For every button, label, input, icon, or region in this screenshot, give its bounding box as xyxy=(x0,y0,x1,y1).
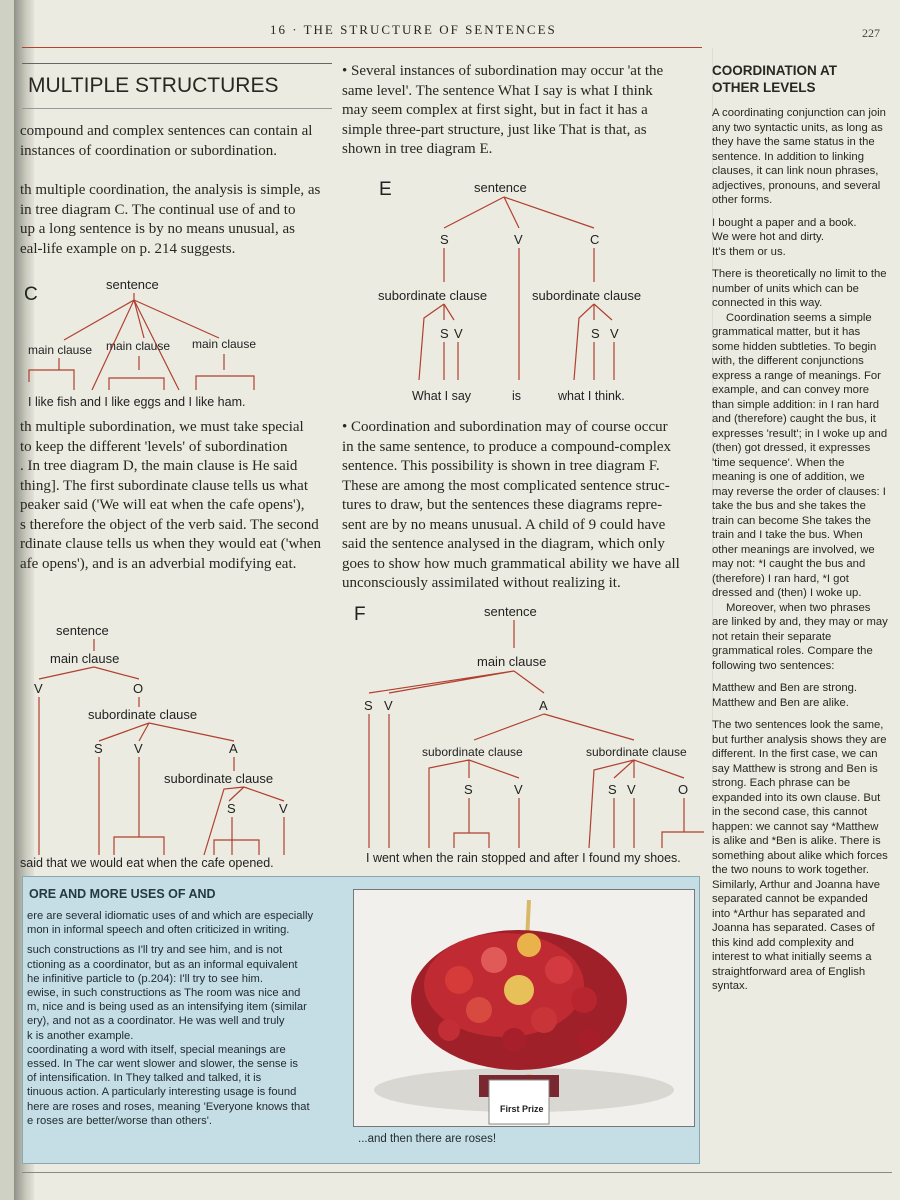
text-line: unconsciously assimilated without realizing it. xyxy=(342,575,621,591)
tree-node-s: S xyxy=(464,782,473,797)
sidebar-examples xyxy=(712,216,888,260)
sidebar-intro: A coordinating conjunction can join any two syntactic units, as long as they have the same status in the sentence. In addition to linking clauses, it can link noun phrases, adjectives, pronouns, and several other forms. xyxy=(712,107,886,206)
tree-node-v: V xyxy=(279,801,288,816)
tree-diagram-e xyxy=(354,170,694,410)
book-page xyxy=(14,0,900,1200)
example-line: We were hot and dirty. xyxy=(712,231,824,243)
tree-node-o: O xyxy=(678,782,689,797)
header-rule xyxy=(22,47,702,48)
tree-node-v: V xyxy=(514,782,523,797)
text-line: m, nice and is being used as an intensifying item (similar xyxy=(27,1001,307,1014)
tree-node-v: V xyxy=(514,232,523,247)
text-line: • Coordination and subordination may of course occur xyxy=(342,419,668,435)
tree-node-s: S xyxy=(94,741,103,756)
sidebar-para: The two sentences look the same, but further analysis shows they are different. In the first case, we can say Matthew is strong and Ben is strong. Each phrase can be expanded into its own clause. But in the second case, this cannot happen: we cannot say *Matthew is alike and *Ben is alike. There is something about alike which forces the two nouns to work together. Similarly, Arthur and Joanna have separated cannot be expanded into *Arthur has separated and Joanna has separated. Cases of this kind add complexity and interest to what initially seems a straightforward area of English syntax. xyxy=(712,719,888,992)
tree-node-sub: subordinate clause xyxy=(586,745,687,759)
footer-rule xyxy=(22,1172,892,1173)
tree-node-s: S xyxy=(364,698,373,713)
roses-photo xyxy=(353,889,695,1127)
tree-node-sub: subordinate clause xyxy=(422,745,523,759)
diagram-label: F xyxy=(354,604,366,625)
section-heading-rule xyxy=(22,108,332,109)
text-line: mon in informal speech and often criticized in writing. xyxy=(27,924,290,937)
text-line: sentence. This possibility is shown in tree diagram F. xyxy=(342,458,660,474)
text-line: th multiple coordination, the analysis is simple, as xyxy=(20,182,321,198)
panel-text xyxy=(27,909,345,1128)
text-line: in tree diagram C. The continual use of and to xyxy=(20,201,296,218)
left-para-3 xyxy=(20,418,332,574)
text-line: e roses are better/worse than others'. xyxy=(27,1114,212,1127)
diagram-label: E xyxy=(379,179,392,200)
text-line: ery), and not as a coordinator. He was well and truly xyxy=(27,1015,285,1028)
tree-node-a: A xyxy=(229,741,238,756)
tree-node-root: sentence xyxy=(56,623,109,638)
roses-illustration xyxy=(354,890,694,1126)
tree-node-main: main clause xyxy=(50,651,120,666)
left-para-1: compound and complex sentences can contain al instances of coordination or subordination. xyxy=(20,123,313,159)
middle-para-1 xyxy=(342,62,698,160)
sidebar-para: There is theoretically no limit to the number of units which can be connected in this way. xyxy=(712,268,887,309)
and-uses-panel xyxy=(22,876,700,1164)
middle-para-2 xyxy=(342,418,698,594)
section-heading: MULTIPLE STRUCTURES xyxy=(28,74,279,97)
tree-node-a: A xyxy=(539,698,548,713)
text-line: of intensification. In They talked and talked, it is xyxy=(27,1072,262,1085)
tree-node-v: V xyxy=(384,698,393,713)
tree-node-v: V xyxy=(134,741,143,756)
tree-sentence: I like fish and I like eggs and I like ham. xyxy=(28,395,246,409)
tree-node-v: V xyxy=(34,681,43,696)
text-line: simple three-part structure, just like That is that, as xyxy=(342,121,647,138)
tree-node-s: S xyxy=(591,326,600,341)
sidebar xyxy=(712,62,888,1002)
text-line: here are roses and roses, meaning 'Everyone knows that xyxy=(27,1100,310,1113)
example-line: Matthew and Ben are alike. xyxy=(712,696,849,709)
text-line: ewise, in such constructions as The room was nice and xyxy=(27,987,301,1000)
prize-card-text: First Prize xyxy=(500,1104,544,1114)
page-number: 227 xyxy=(862,26,880,40)
tree-node-v: V xyxy=(610,326,619,341)
tree-node-clause: main clause xyxy=(28,343,93,357)
text-line: thing]. The first subordinate clause tells us what xyxy=(20,477,308,494)
text-line: . In tree diagram D, the main clause is He said xyxy=(20,458,298,474)
tree-node-clause: main clause xyxy=(106,339,171,353)
text-line: rdinate clause tells us when they would eat ('when xyxy=(20,536,321,552)
photo-caption: ...and then there are roses! xyxy=(358,1133,497,1145)
text-line: essed. In The car went slower and slower, the sense is xyxy=(27,1058,298,1071)
tree-node-sub: subordinate clause xyxy=(88,707,198,722)
text-line: sent are by no means unusual. A child of 9 could have xyxy=(342,516,666,533)
text-line: k is another example. xyxy=(27,1029,134,1042)
tree-node-o: O xyxy=(133,681,144,696)
text-line: coordinating a word with itself, special meanings are xyxy=(27,1043,286,1056)
text-line: up a long sentence is by no means unusual, as xyxy=(20,221,295,237)
sidebar-para: Coordination seems a simple grammatical matter, but it has some hidden subtleties. To begin with, the different conjunctions express a range of meanings. For example, and can convey more than simple addition: in I ran hard and (therefore) caught the bus, it expresses 'result'; in I woke up and (then) got dressed, it expresses 'time sequence'. When the meaning is one of addition, we may reverse the order of clauses: I take the bus and she takes the train can become She takes the train and I take the bus. When other meanings are involved, we may not: *I caught the bus and (therefore) I ran hard, *I got dressed and (then) I woke up. xyxy=(712,311,888,599)
tree-diagram-f xyxy=(344,598,704,870)
example-line: I bought a paper and a book. xyxy=(712,216,857,229)
text-line: These are among the most complicated sentence struc- xyxy=(342,477,670,494)
panel-heading: ORE AND MORE USES OF AND xyxy=(29,887,216,901)
sidebar-heading: COORDINATION AT OTHER LEVELS xyxy=(712,63,837,95)
diagram-label: C xyxy=(24,284,38,305)
text-line: goes to show how much grammatical ability we have all xyxy=(342,555,680,572)
tree-node-root: sentence xyxy=(484,604,537,619)
tree-diagram-c xyxy=(14,270,334,420)
tree-word: is xyxy=(512,389,522,403)
tree-word: what I think. xyxy=(558,389,625,403)
text-line: to keep the different 'levels' of subordination xyxy=(20,438,288,455)
prize-card xyxy=(489,1080,549,1124)
text-line: said the sentence analysed in the diagram, which only xyxy=(342,536,665,552)
tree-node-c: C xyxy=(590,232,600,247)
tree-sentence: I went when the rain stopped and after I found my shoes. xyxy=(366,851,681,865)
text-line: s therefore the object of the verb said. The second xyxy=(20,516,319,533)
text-line: ctioning as a coordinator, but as an informal equivalent xyxy=(27,958,298,971)
text-line: in the same sentence, to produce a compound-complex xyxy=(342,438,672,455)
text-line: shown in tree diagram E. xyxy=(342,141,493,157)
text-line: tinuous action. A particularly interesting usage is found xyxy=(27,1086,297,1099)
sidebar-para: Moreover, when two phrases are linked by and, they may or may not retain their separate grammatical roles. Compare the following two sentences: xyxy=(712,601,888,672)
tree-sentence: said that we would eat when the cafe opened. xyxy=(20,856,274,870)
text-line: • Several instances of subordination may occur 'at the xyxy=(342,63,664,79)
sidebar-body xyxy=(712,106,888,994)
tree-node-v: V xyxy=(454,326,463,341)
tree-node-sub: subordinate clause xyxy=(532,288,642,303)
example-line: It's them or us. xyxy=(712,245,786,258)
text-line: such constructions as I'll try and see him, and is not xyxy=(27,944,283,957)
tree-node-s: S xyxy=(608,782,617,797)
left-para-2 xyxy=(20,181,330,259)
tree-node-main: main clause xyxy=(477,654,547,669)
tree-node-root: sentence xyxy=(106,277,159,292)
sidebar-examples xyxy=(712,681,888,710)
tree-node-s: S xyxy=(227,801,236,816)
example-line: Matthew and Ben are strong. xyxy=(712,682,858,694)
text-line: eal-life example on p. 214 suggests. xyxy=(20,240,236,257)
text-line: afe opens'), and is an adverbial modifying eat. xyxy=(20,555,297,572)
tree-node-s: S xyxy=(440,326,449,341)
text-line: th multiple subordination, we must take special xyxy=(20,419,304,435)
tree-node-clause: main clause xyxy=(192,337,257,351)
tree-node-s: S xyxy=(440,232,449,247)
text-line: same level'. The sentence What I say is what I think xyxy=(342,82,653,99)
text-line: he infinitive particle to (p.204): I'll try to see him. xyxy=(27,972,263,985)
section-top-rule xyxy=(22,63,332,64)
tree-node-sub: subordinate clause xyxy=(164,771,274,786)
text-line: tures to draw, but the sentences these diagrams repre- xyxy=(342,497,663,513)
tree-word: What I say xyxy=(412,389,472,403)
text-line: may seem complex at first sight, but in fact it has a xyxy=(342,102,648,118)
tree-node-root: sentence xyxy=(474,180,527,195)
tree-node-sub: subordinate clause xyxy=(378,288,488,303)
text-line: ere are several idiomatic uses of and which are especially xyxy=(27,910,314,922)
tree-diagram-d xyxy=(14,615,334,875)
running-head: 16 · THE STRUCTURE OF SENTENCES xyxy=(270,22,557,37)
tree-node-v: V xyxy=(627,782,636,797)
text-line: peaker said ('We will eat when the cafe opens'), xyxy=(20,497,305,513)
